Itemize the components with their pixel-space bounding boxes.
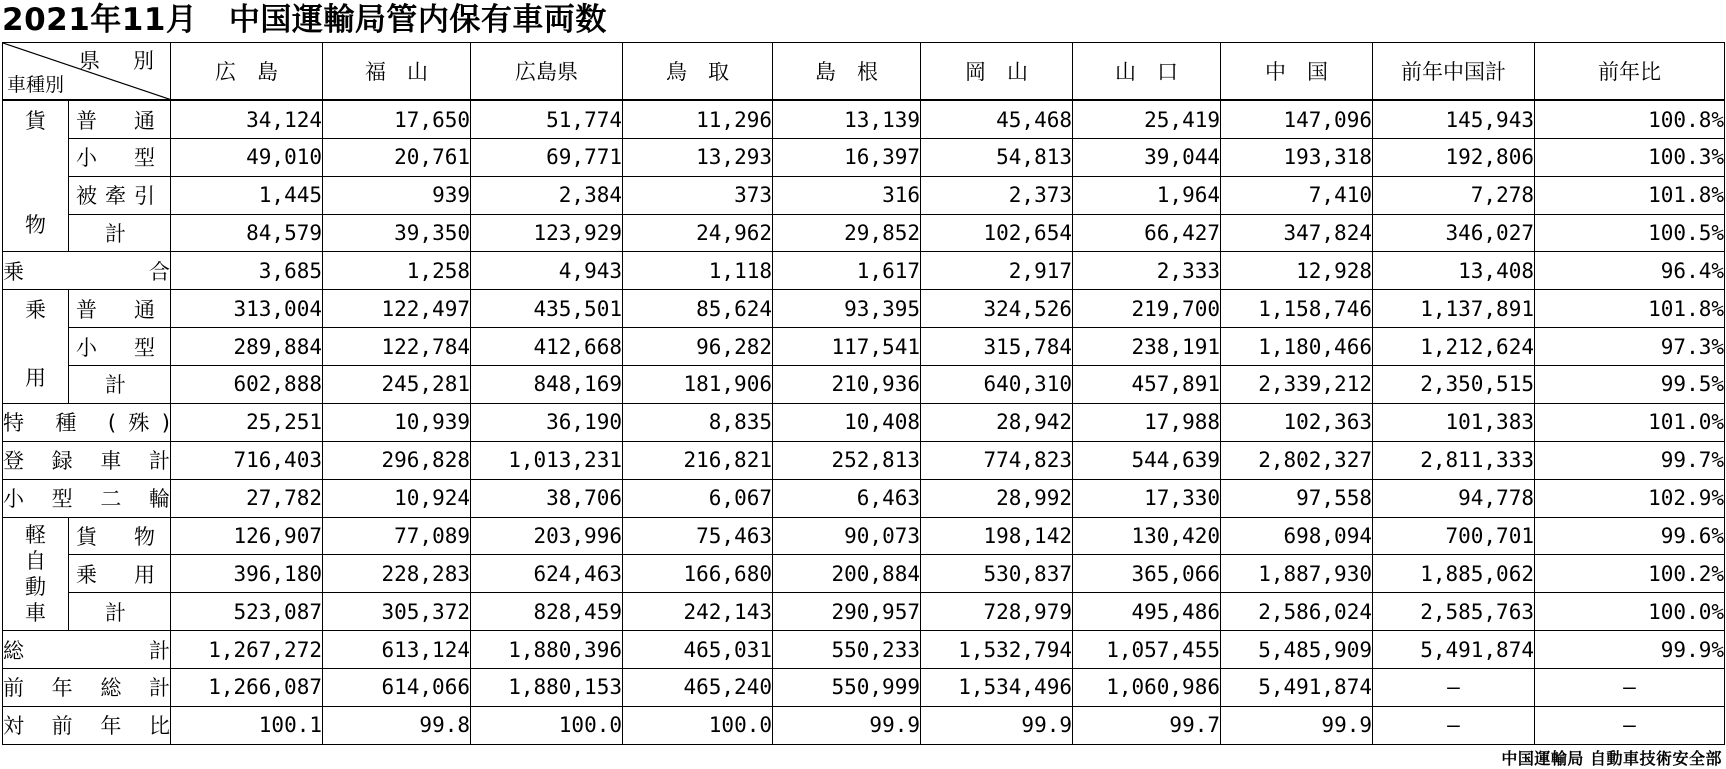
category-cell-kamotsu (3, 100, 69, 252)
value-cell: 38,706 (471, 479, 623, 517)
table-row (3, 176, 1725, 214)
row-sublabel: 被牽引 (69, 176, 171, 214)
value-cell: ― (1373, 706, 1535, 744)
row-sublabel: 計 (69, 593, 171, 631)
table-row (3, 593, 1725, 631)
table-row (3, 631, 1725, 669)
value-cell: ― (1373, 669, 1535, 707)
table-row (3, 290, 1725, 328)
value-cell: 29,852 (773, 214, 921, 252)
row-sublabel: 普 通 (69, 100, 171, 138)
value-cell: 12,928 (1221, 252, 1373, 290)
value-cell: 1,158,746 (1221, 290, 1373, 328)
value-cell: 100.3% (1535, 138, 1725, 176)
value-cell: 848,169 (471, 366, 623, 404)
value-cell: 523,087 (171, 593, 323, 631)
value-cell: 96.4% (1535, 252, 1725, 290)
row-sublabel: 計 (69, 366, 171, 404)
value-cell: 228,283 (323, 555, 471, 593)
value-cell: 1,060,986 (1073, 669, 1221, 707)
table-row (3, 252, 1725, 290)
category-char: 動 (25, 574, 46, 599)
value-cell: 1,964 (1073, 176, 1221, 214)
value-cell: 316 (773, 176, 921, 214)
value-cell: 126,907 (171, 517, 323, 555)
value-cell: 1,445 (171, 176, 323, 214)
value-cell: 99.9% (1535, 631, 1725, 669)
value-cell: 457,891 (1073, 366, 1221, 404)
table-row (3, 706, 1725, 744)
value-cell: 3,685 (171, 252, 323, 290)
value-cell: ― (1535, 669, 1725, 707)
value-cell: 85,624 (623, 290, 773, 328)
value-cell: 94,778 (1373, 479, 1535, 517)
value-cell: 216,821 (623, 441, 773, 479)
value-cell: 17,650 (323, 100, 471, 138)
value-cell: 13,139 (773, 100, 921, 138)
corner-label-prefecture: 県 別 (79, 49, 160, 73)
row-sublabel: 計 (69, 214, 171, 252)
value-cell: 2,373 (921, 176, 1073, 214)
value-cell: 774,823 (921, 441, 1073, 479)
value-cell: 100.5% (1535, 214, 1725, 252)
value-cell: 117,541 (773, 328, 921, 366)
value-cell: 75,463 (623, 517, 773, 555)
value-cell: 245,281 (323, 366, 471, 404)
value-cell: 93,395 (773, 290, 921, 328)
value-cell: 242,143 (623, 593, 773, 631)
value-cell: 10,924 (323, 479, 471, 517)
value-cell: 123,929 (471, 214, 623, 252)
value-cell: 28,992 (921, 479, 1073, 517)
row-label: 小型二輪 (3, 479, 171, 517)
value-cell: 77,089 (323, 517, 471, 555)
value-cell: 828,459 (471, 593, 623, 631)
row-label: 総 計 (3, 631, 171, 669)
value-cell: 100.0 (471, 706, 623, 744)
value-cell: 49,010 (171, 138, 323, 176)
value-cell: 181,906 (623, 366, 773, 404)
column-header: 広 島 (171, 43, 323, 101)
value-cell: 1,118 (623, 252, 773, 290)
value-cell: 36,190 (471, 403, 623, 441)
category-char: 乗 (25, 298, 46, 323)
value-cell: 5,491,874 (1373, 631, 1535, 669)
value-cell: 602,888 (171, 366, 323, 404)
value-cell: 210,936 (773, 366, 921, 404)
column-header: 前年中国計 (1373, 43, 1535, 101)
value-cell: 99.9 (1221, 706, 1373, 744)
value-cell: 5,491,874 (1221, 669, 1373, 707)
table-row (3, 138, 1725, 176)
value-cell: 700,701 (1373, 517, 1535, 555)
value-cell: 102.9% (1535, 479, 1725, 517)
value-cell: 2,802,327 (1221, 441, 1373, 479)
value-cell: 147,096 (1221, 100, 1373, 138)
value-cell: 101.0% (1535, 403, 1725, 441)
row-label: 登録車計 (3, 441, 171, 479)
column-header: 中 国 (1221, 43, 1373, 101)
value-cell: 5,485,909 (1221, 631, 1373, 669)
value-cell: 2,811,333 (1373, 441, 1535, 479)
value-cell: 614,066 (323, 669, 471, 707)
value-cell: 1,266,087 (171, 669, 323, 707)
value-cell: 24,962 (623, 214, 773, 252)
value-cell: 1,057,455 (1073, 631, 1221, 669)
value-cell: 101,383 (1373, 403, 1535, 441)
value-cell: 17,988 (1073, 403, 1221, 441)
value-cell: 39,044 (1073, 138, 1221, 176)
value-cell: 10,939 (323, 403, 471, 441)
value-cell: 99.5% (1535, 366, 1725, 404)
page-title: 2021年11月 中国運輸局管内保有車両数 (2, 2, 607, 38)
table-row (3, 366, 1725, 404)
table-row (3, 517, 1725, 555)
value-cell: 90,073 (773, 517, 921, 555)
value-cell: 102,654 (921, 214, 1073, 252)
value-cell: 27,782 (171, 479, 323, 517)
header-row (3, 43, 1725, 101)
value-cell: 100.0 (623, 706, 773, 744)
value-cell: 99.7 (1073, 706, 1221, 744)
value-cell: 698,094 (1221, 517, 1373, 555)
value-cell: 2,333 (1073, 252, 1221, 290)
value-cell: 34,124 (171, 100, 323, 138)
column-header: 山 口 (1073, 43, 1221, 101)
table-row (3, 214, 1725, 252)
value-cell: 6,463 (773, 479, 921, 517)
value-cell: 17,330 (1073, 479, 1221, 517)
table-row (3, 669, 1725, 707)
value-cell: 640,310 (921, 366, 1073, 404)
value-cell: 99.9 (921, 706, 1073, 744)
category-cell-joyo (3, 290, 69, 404)
value-cell: 1,137,891 (1373, 290, 1535, 328)
value-cell: ― (1535, 706, 1725, 744)
value-cell: 1,887,930 (1221, 555, 1373, 593)
value-cell: 613,124 (323, 631, 471, 669)
corner-header (3, 43, 171, 101)
row-label: 対前年比 (3, 706, 171, 744)
value-cell: 97.3% (1535, 328, 1725, 366)
value-cell: 10,408 (773, 403, 921, 441)
category-cell-kei (3, 517, 69, 631)
category-char: 貨 (25, 109, 46, 134)
value-cell: 84,579 (171, 214, 323, 252)
value-cell: 305,372 (323, 593, 471, 631)
value-cell: 716,403 (171, 441, 323, 479)
category-label (3, 290, 68, 392)
value-cell: 290,957 (773, 593, 921, 631)
table-row (3, 403, 1725, 441)
category-char: 自 (25, 548, 46, 573)
value-cell: 193,318 (1221, 138, 1373, 176)
value-cell: 728,979 (921, 593, 1073, 631)
value-cell: 99.7% (1535, 441, 1725, 479)
value-cell: 45,468 (921, 100, 1073, 138)
table-row (3, 100, 1725, 138)
value-cell: 28,942 (921, 403, 1073, 441)
value-cell: 435,501 (471, 290, 623, 328)
value-cell: 54,813 (921, 138, 1073, 176)
value-cell: 101.8% (1535, 290, 1725, 328)
value-cell: 365,066 (1073, 555, 1221, 593)
source-credit: 中国運輸局 自動車技術安全部 (1501, 749, 1722, 768)
value-cell: 465,240 (623, 669, 773, 707)
value-cell: 396,180 (171, 555, 323, 593)
value-cell: 2,586,024 (1221, 593, 1373, 631)
value-cell: 203,996 (471, 517, 623, 555)
category-label (3, 101, 68, 239)
value-cell: 939 (323, 176, 471, 214)
value-cell: 13,293 (623, 138, 773, 176)
value-cell: 100.2% (1535, 555, 1725, 593)
table-row (3, 479, 1725, 517)
value-cell: 2,384 (471, 176, 623, 214)
value-cell: 373 (623, 176, 773, 214)
value-cell: 8,835 (623, 403, 773, 441)
value-cell: 166,680 (623, 555, 773, 593)
category-char: 車 (25, 600, 46, 625)
value-cell: 100.0% (1535, 593, 1725, 631)
value-cell: 100.8% (1535, 100, 1725, 138)
value-cell: 69,771 (471, 138, 623, 176)
value-cell: 25,419 (1073, 100, 1221, 138)
value-cell: 289,884 (171, 328, 323, 366)
value-cell: 4,943 (471, 252, 623, 290)
row-sublabel: 小 型 (69, 138, 171, 176)
value-cell: 2,339,212 (1221, 366, 1373, 404)
value-cell: 1,258 (323, 252, 471, 290)
column-header: 島 根 (773, 43, 921, 101)
value-cell: 13,408 (1373, 252, 1535, 290)
value-cell: 97,558 (1221, 479, 1373, 517)
value-cell: 192,806 (1373, 138, 1535, 176)
value-cell: 130,420 (1073, 517, 1221, 555)
value-cell: 7,278 (1373, 176, 1535, 214)
table-row (3, 328, 1725, 366)
value-cell: 66,427 (1073, 214, 1221, 252)
value-cell: 102,363 (1221, 403, 1373, 441)
column-header: 福 山 (323, 43, 471, 101)
category-char: 用 (25, 366, 46, 391)
value-cell: 465,031 (623, 631, 773, 669)
vehicle-count-table (2, 42, 1725, 745)
column-header: 岡 山 (921, 43, 1073, 101)
value-cell: 1,534,496 (921, 669, 1073, 707)
row-sublabel: 貨 物 (69, 517, 171, 555)
value-cell: 101.8% (1535, 176, 1725, 214)
value-cell: 550,999 (773, 669, 921, 707)
column-header: 鳥 取 (623, 43, 773, 101)
value-cell: 1,880,396 (471, 631, 623, 669)
value-cell: 1,013,231 (471, 441, 623, 479)
value-cell: 96,282 (623, 328, 773, 366)
value-cell: 7,410 (1221, 176, 1373, 214)
value-cell: 544,639 (1073, 441, 1221, 479)
column-header: 広島県 (471, 43, 623, 101)
corner-label-vehicle-type: 車種別 (7, 74, 65, 97)
value-cell: 11,296 (623, 100, 773, 138)
value-cell: 1,880,153 (471, 669, 623, 707)
value-cell: 1,212,624 (1373, 328, 1535, 366)
row-label: 乗 合 (3, 252, 171, 290)
value-cell: 238,191 (1073, 328, 1221, 366)
value-cell: 296,828 (323, 441, 471, 479)
row-label: 前年総計 (3, 669, 171, 707)
value-cell: 495,486 (1073, 593, 1221, 631)
table-row (3, 555, 1725, 593)
value-cell: 219,700 (1073, 290, 1221, 328)
value-cell: 1,180,466 (1221, 328, 1373, 366)
value-cell: 122,784 (323, 328, 471, 366)
value-cell: 1,532,794 (921, 631, 1073, 669)
value-cell: 550,233 (773, 631, 921, 669)
value-cell: 99.6% (1535, 517, 1725, 555)
value-cell: 6,067 (623, 479, 773, 517)
value-cell: 346,027 (1373, 214, 1535, 252)
value-cell: 20,761 (323, 138, 471, 176)
category-label (25, 522, 46, 626)
value-cell: 99.9 (773, 706, 921, 744)
value-cell: 2,350,515 (1373, 366, 1535, 404)
value-cell: 315,784 (921, 328, 1073, 366)
value-cell: 347,824 (1221, 214, 1373, 252)
value-cell: 25,251 (171, 403, 323, 441)
value-cell: 2,585,763 (1373, 593, 1535, 631)
table-row (3, 441, 1725, 479)
value-cell: 1,617 (773, 252, 921, 290)
value-cell: 252,813 (773, 441, 921, 479)
value-cell: 198,142 (921, 517, 1073, 555)
value-cell: 200,884 (773, 555, 921, 593)
row-label: 特 種 (殊) (3, 403, 171, 441)
value-cell: 530,837 (921, 555, 1073, 593)
value-cell: 313,004 (171, 290, 323, 328)
category-char: 物 (25, 213, 46, 238)
value-cell: 122,497 (323, 290, 471, 328)
value-cell: 39,350 (323, 214, 471, 252)
value-cell: 1,885,062 (1373, 555, 1535, 593)
value-cell: 1,267,272 (171, 631, 323, 669)
row-sublabel: 普 通 (69, 290, 171, 328)
value-cell: 2,917 (921, 252, 1073, 290)
category-char: 軽 (25, 522, 46, 547)
value-cell: 16,397 (773, 138, 921, 176)
value-cell: 100.1 (171, 706, 323, 744)
column-header: 前年比 (1535, 43, 1725, 101)
value-cell: 412,668 (471, 328, 623, 366)
value-cell: 99.8 (323, 706, 471, 744)
value-cell: 145,943 (1373, 100, 1535, 138)
value-cell: 324,526 (921, 290, 1073, 328)
value-cell: 51,774 (471, 100, 623, 138)
row-sublabel: 小 型 (69, 328, 171, 366)
row-sublabel: 乗 用 (69, 555, 171, 593)
value-cell: 624,463 (471, 555, 623, 593)
